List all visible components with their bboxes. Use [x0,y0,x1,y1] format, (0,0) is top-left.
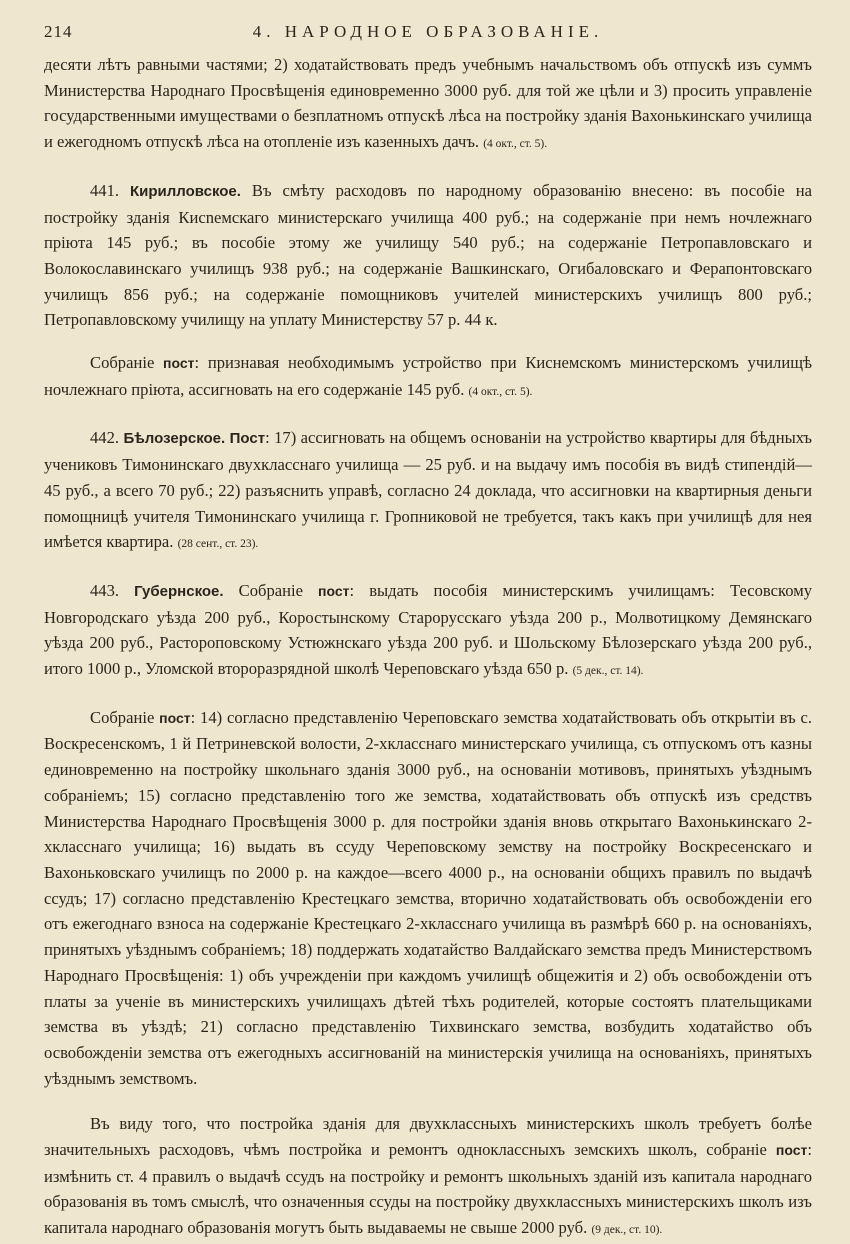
paragraph-text: : 14) согласно представленію Череповскаго земства ходатайствовать объ открытіи въ с. Воскресенскомъ, 1 й Петриневской волости, 2-хкласснаго министерскаго училища, съ отпускомъ отъ казны единовременно на постройку школьнаго зданія 3000 руб., на основаніи мотивовъ, принятыхъ уѣзднымъ собраніемъ; 15) согласно представленію того же земства, ходатайствовать объ отпускѣ изъ средствъ Министерства Народнаго Просвѣщенія 3000 р. для постройки зданія вновь открытаго Вахонькинскаго 2-хкласснаго училища; 16) выдать въ ссуду Череповскому земству на постройку Воскресенскаго и Вахоньковскаго училищъ по 2000 р. на каждое—всего 4000 р., на основаніи общихъ правилъ по выдачѣ ссудъ; 17) согласно представленію Крестецкаго земства, вторично ходатайствовать объ освобожденіи его отъ ежегоднаго взноса на содержаніе Крестецкаго 2-хкласснаго училища въ размѣрѣ 660 р. на основаніяхъ, принятыхъ уѣзднымъ собраніемъ; 18) поддержать ходатайство Валдайскаго земства предъ Министерствомъ Народнаго Просвѣщенія: 1) объ учрежденіи при каждомъ училищѣ общежитія и 2) объ освобожденіи отъ платы за ученіе въ министерскихъ училищахъ дѣтей тѣхъ родителей, которые состоятъ плательщиками земства въ уѣздѣ; 21) согласно представленію Тихвинскаго земства, возбудить ходатайство объ освобожденіи земства отъ ежегодныхъ ассигнованій на министерскія училища на основаніяхъ, принятыхъ уѣзднымъ земствомъ. [44,707,813,1088]
entry-442 [44,425,812,558]
post-marker: пост [318,582,350,599]
post-marker: пост [163,355,195,372]
entry-number: 443. [90,580,120,600]
paragraph-text: Въ виду того, что постройка зданія для двухклассныхъ министерскихъ школъ требуетъ болѣе значительныхъ расходовъ, чѣмъ постройка и ремонтъ одноклассныхъ земскихъ школъ, собраніе [44,1114,812,1160]
citation-ref: (9 дек., ст. 10). [591,1224,663,1237]
paragraph-text: : измѣнить ст. 4 правилъ о выдачѣ ссудъ на постройку и ремонтъ школьныхъ зданій изъ капитала народнаго образованія въ томъ смыслѣ, что означенныя ссуды на постройку двухклассныхъ министерскихъ школъ изъ капитала народнаго образованія могутъ быть выдаваемы не свыше 2000 руб. [44,1140,812,1238]
paragraph-text: : признавая необходимымъ устройство при Киснемскомъ министерскомъ училищѣ ночлежнаго пріюта, ассигновать на его содержаніе 145 руб. [44,353,812,399]
citation-ref: (28 сент., ст. 23). [177,538,259,551]
body-text [44,52,812,1244]
paragraph-continuation [44,52,812,158]
running-head: 4. НАРОДНОЕ ОБРАЗОВАНІЕ. [252,22,604,41]
lead-word: Собраніе [90,353,155,373]
entry-heading: Кирилловское. [129,182,241,200]
resolution-paragraph [44,705,812,1092]
entry-443 [44,578,812,685]
citation-ref: (5 дек., ст. 14). [572,665,644,678]
paragraph-text: Въ смѣту расходовъ по народному образованію внесено: въ пособіе на постройку зданія Кисnемскаго министерскаго училища 400 руб.; на содержаніе при немъ ночлежнаго пріюта 145 руб.; въ пособіе этому же училищу 540 руб.; на содержаніе Петропавловскаго и Волокославинскаго училищъ 938 руб.; на содержаніе Вашкинскаго, Огибаловскаго и Ферапонтовскаго училищъ 856 руб.; на содержаніе помощниковъ учителей министерскихъ училищъ 800 руб.; Петропавловскому училищу на уплату Министерству 57 р. 44 к. [44,180,812,330]
paragraph-text: десяти лѣтъ равными частями; 2) ходатайствовать предъ учебнымъ начальствомъ объ отпускѣ изъ суммъ Министерства Народнаго Просвѣщенія единовременно 3000 руб. для той же цѣли и 3) просить управленіе государственными имуществами о безплатномъ отпускѣ лѣса на постройку зданія Вахонькинскаго училища и ежегодномъ отпускѣ лѣса на отопленіе изъ казенныхъ дачъ. [44,55,812,152]
paragraph-text: : 17) ассигновать на общемъ основаніи на устройство квартиры для бѣдныхъ учениковъ Тимонинскаго двухкласснаго училища — 25 руб. и на выдачу имъ пособія въ видѣ стипендій—45 руб., а всего 70 руб.; 22) разъяснить управѣ, согласно 24 доклада, что ассигновки на квартирныя деньги помощницѣ учителя Тимонинскаго училища г. Гропниковой не требуется, такъ какъ при училищѣ для нея имѣется квартира. [44,428,812,552]
entry-heading: Губернское. [134,582,224,600]
resolution-paragraph [44,350,812,405]
page-number: 214 [44,22,73,41]
post-marker: пост [775,1142,808,1159]
post-marker: пост [159,709,191,726]
entry-heading: Бѣлозерское. [123,430,226,448]
resolution-paragraph [44,1111,812,1244]
citation-ref: (4 окт., ст. 5). [468,385,533,398]
lead-word: Собраніе [238,580,303,600]
post-marker: Пост [229,430,266,448]
paragraph-text: : выдать пособія министерскимъ училищамъ: Тесовскому Новгородскаго уѣзда 200 руб., Коростынскому Старорусскаго уѣзда 200 р., Молвотицкому Демянскаго уѣзда 200 руб., Растороповскому Устюжнскаго уѣзда 200 руб. и Шольскому Бѣлозерскаго уѣзда 200 руб., итого 1000 р., Уломской второразрядной школѣ Череповскаго уѣзда 650 р. [44,580,812,679]
entry-number: 442. [90,428,120,448]
entry-441 [44,178,812,333]
entry-number: 441. [90,180,120,200]
citation-ref: (4 окт., ст. 5). [483,138,548,151]
page-header [44,22,812,52]
lead-word: Собраніе [90,707,155,727]
